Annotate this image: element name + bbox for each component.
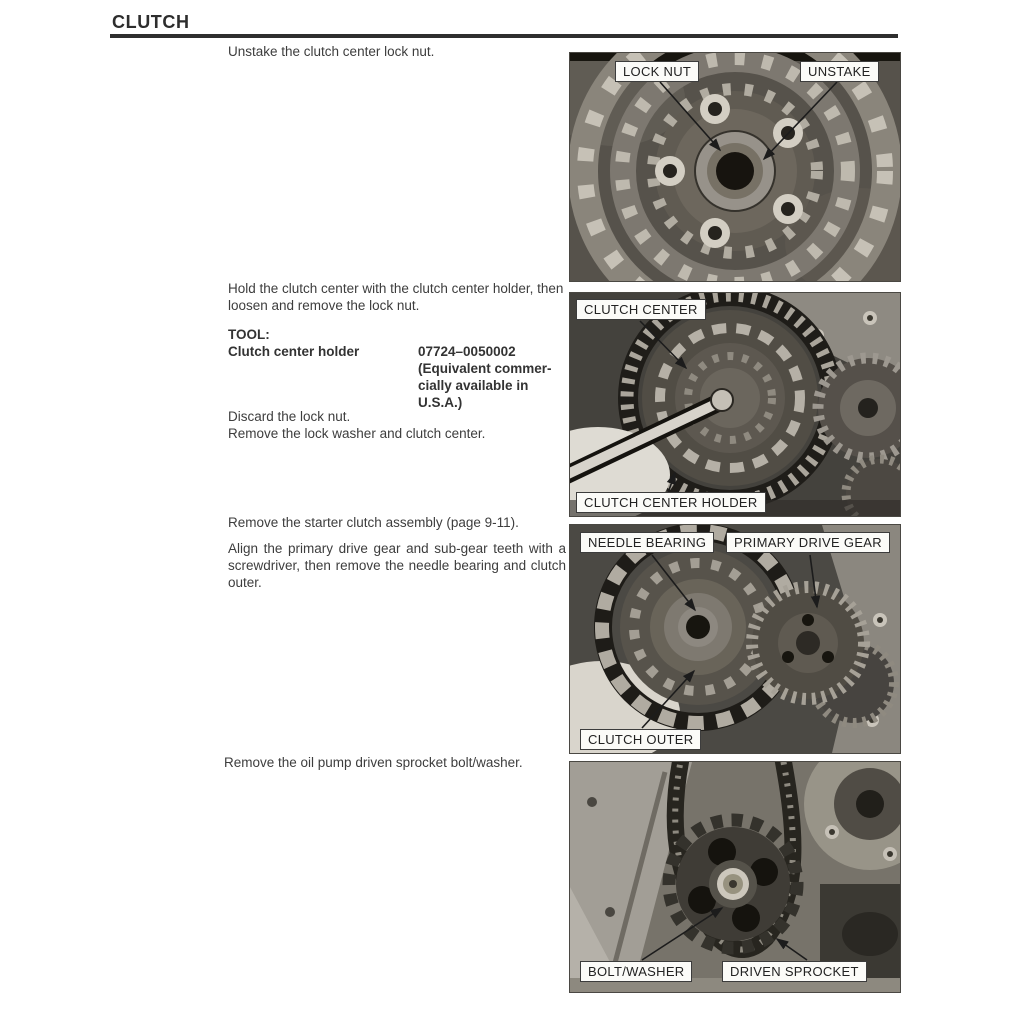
step-discard [228, 409, 570, 443]
tool-heading: TOOL: [228, 327, 270, 342]
step-starter: Remove the starter clutch assembly (page 9-11). [228, 515, 519, 530]
callout-needle-bearing: NEEDLE BEARING [580, 532, 714, 553]
step-hold: Hold the clutch center with the clutch center holder, then loosen and remove the lock nut. [228, 281, 564, 313]
clutch-stack-illustration [570, 53, 900, 281]
figure-clutch-center-photo [570, 293, 900, 516]
figure-clutch-outer-photo [570, 525, 900, 753]
callout-clutch-outer: CLUTCH OUTER [580, 729, 701, 750]
step-align: Align the primary drive gear and sub-gear teeth with a screwdriver, then remove the needle bearing and clutch outer. [228, 541, 566, 590]
callout-clutch-center: CLUTCH CENTER [576, 299, 706, 320]
figure-driven-sprocket-photo [570, 762, 900, 992]
tool-row [228, 343, 570, 411]
tool-note-line-1: (Equivalent commer- [418, 361, 552, 376]
callout-bolt-washer: BOLT/WASHER [580, 961, 692, 982]
callout-primary-drive-gear: PRIMARY DRIVE GEAR [726, 532, 890, 553]
step-discard-line-2: Remove the lock washer and clutch center. [228, 425, 486, 441]
step-oil-pump: Remove the oil pump driven sprocket bolt/washer. [224, 755, 523, 770]
callout-lock-nut: LOCK NUT [615, 61, 699, 82]
clutch-outer-illustration [570, 525, 900, 753]
tool-spec [228, 326, 570, 411]
tool-note-line-3: U.S.A.) [418, 395, 463, 410]
clutch-center-illustration [570, 293, 900, 516]
tool-part-number: 07724–0050002 [418, 344, 516, 359]
header-rule [110, 34, 898, 38]
figure-lock-nut-photo [570, 53, 900, 281]
callout-unstake: UNSTAKE [800, 61, 879, 82]
page-title: CLUTCH [112, 12, 190, 32]
callout-driven-sprocket: DRIVEN SPROCKET [722, 961, 867, 982]
tool-name: Clutch center holder [228, 344, 360, 359]
driven-sprocket-illustration [570, 762, 900, 992]
tool-note-line-2: cially available in [418, 378, 529, 393]
step-discard-line-1: Discard the lock nut. [228, 409, 351, 424]
tool-part-info [418, 343, 552, 411]
step-unstake: Unstake the clutch center lock nut. [228, 44, 435, 59]
callout-clutch-center-holder: CLUTCH CENTER HOLDER [576, 492, 766, 513]
